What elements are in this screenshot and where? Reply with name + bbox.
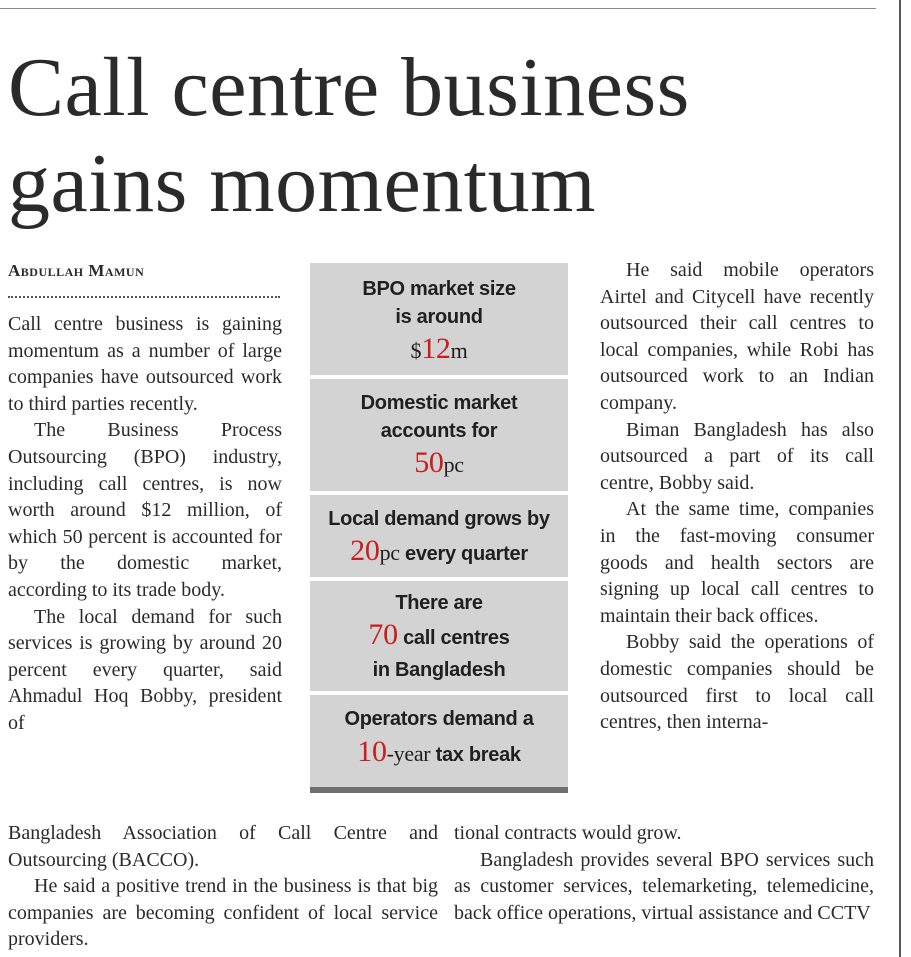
paragraph: He said mobile operators Airtel and Citycell have recently outsourced their call centres to local companies, while Robi has outsourced work to an Indian company. bbox=[600, 259, 874, 414]
paragraph: At the same time, companies in the fast-moving consumer goods and health sectors are signing up local call centres to maintain their back offices. bbox=[600, 498, 874, 627]
fact-text: in Bangladesh bbox=[372, 659, 506, 681]
fact-prefix: $ bbox=[410, 338, 422, 363]
fact-text: accounts for bbox=[380, 420, 498, 442]
paragraph: Bobby said the operations of domestic companies should be outsourced first to local call centres, then interna- bbox=[600, 631, 874, 734]
fact-tax-break bbox=[310, 705, 568, 774]
fact-text: Local demand grows by bbox=[328, 508, 550, 530]
fact-number: 12 bbox=[421, 332, 451, 365]
fact-call-centre-count bbox=[310, 589, 568, 684]
article-column-left bbox=[8, 311, 282, 737]
fact-number: 10 bbox=[357, 735, 387, 768]
paragraph: The Business Process Outsourcing (BPO) industry, including call centres, is now worth around $12 million, of which 50 percent is accounted for by the domestic market, according to its trade body. bbox=[8, 419, 282, 601]
fact-text: There are bbox=[395, 592, 483, 614]
fact-text: tax break bbox=[430, 744, 521, 766]
paragraph: Call centre business is gaining momentum as a number of large companies have outsourced work to third parties recently. bbox=[8, 313, 282, 415]
fact-divider bbox=[310, 691, 568, 695]
fact-unit: pc bbox=[443, 452, 464, 477]
paragraph: tional contracts would grow. bbox=[454, 822, 682, 844]
paragraph: Biman Bangladesh has also outsourced a part of its call centre, Bobby said. bbox=[600, 418, 874, 494]
fact-domestic-share bbox=[310, 389, 568, 484]
fact-divider bbox=[310, 375, 568, 379]
fact-text: BPO market size bbox=[362, 278, 516, 300]
headline-line-1: Call centre business bbox=[8, 41, 690, 134]
fact-unit: pc bbox=[379, 540, 400, 565]
fact-unit: m bbox=[450, 338, 468, 363]
byline: Abdullah Mamun bbox=[8, 261, 145, 280]
headline bbox=[8, 40, 878, 232]
dotted-divider bbox=[8, 296, 280, 298]
fact-number: 20 bbox=[350, 534, 380, 567]
fact-text: is around bbox=[395, 306, 483, 328]
paragraph: Bangladesh provides several BPO services such as customer services, telemarketing, telemedicine, back office operations, virtual assistance and CCTV bbox=[454, 848, 874, 924]
fact-box bbox=[310, 263, 568, 793]
fact-text: every quarter bbox=[399, 543, 528, 565]
fact-divider bbox=[310, 491, 568, 495]
article-column-bottom-left bbox=[8, 820, 438, 953]
fact-text: call centres bbox=[397, 627, 510, 649]
paragraph: He said a positive trend in the business is that big companies are becoming confident of local service providers. bbox=[8, 875, 438, 951]
paragraph: The local demand for such services is growing by around 20 percent every quarter, said Ahmadul Hoq Bobby, president of bbox=[8, 605, 282, 734]
article-column-right bbox=[600, 257, 874, 736]
fact-divider bbox=[310, 577, 568, 581]
fact-text: Domestic market bbox=[360, 392, 518, 414]
article-column-bottom-right bbox=[454, 820, 874, 926]
headline-line-2: gains momentum bbox=[8, 137, 596, 230]
column-rule bbox=[899, 0, 901, 957]
fact-unit: -year bbox=[386, 741, 431, 766]
fact-text: Operators demand a bbox=[344, 708, 534, 730]
paragraph: Bangladesh Association of Call Centre and Outsourcing (BACCO). bbox=[8, 822, 438, 871]
fact-number: 50 bbox=[414, 446, 444, 479]
fact-market-size bbox=[310, 275, 568, 370]
fact-demand-growth bbox=[310, 505, 568, 572]
fact-number: 70 bbox=[368, 618, 398, 651]
top-rule bbox=[0, 8, 876, 9]
